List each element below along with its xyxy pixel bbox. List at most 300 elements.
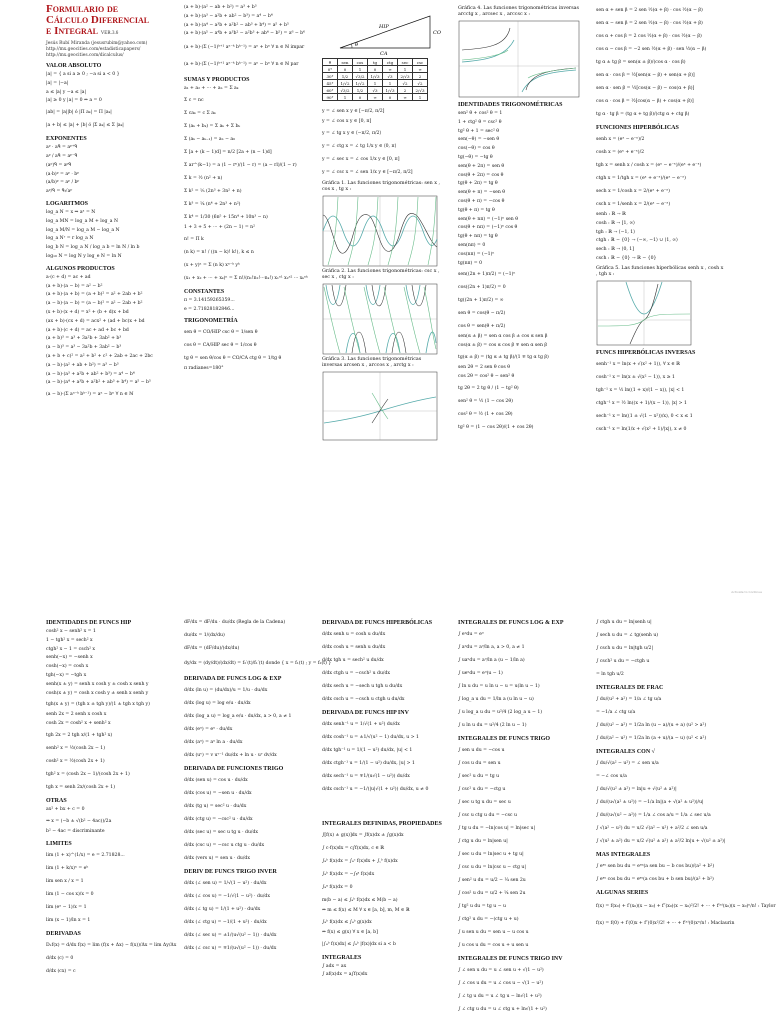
formula: senh(−x) = −senh x — [46, 655, 93, 661]
formula: = −1/a ∠ ctg u/a — [596, 710, 636, 715]
page-one — [0, 0, 768, 500]
formula: Σ c = nc — [184, 97, 204, 103]
p1-column-2 — [184, 4, 310, 500]
table-cell: √3/2 — [353, 73, 368, 80]
formula: ∫ eᵃᵘ cos bu du = eᵃᵘ(a cos bu + b sen bu)/(a² + b²) — [596, 877, 714, 882]
formula: tg(θ + π) = tg θ — [458, 207, 495, 213]
heading-derivada-trigo: DERIVADA DE FUNCIONES TRIGO — [184, 766, 284, 772]
formula: ∫ ctg u du = ln|sen u| — [458, 839, 508, 844]
formula: (a + b)·(a³ − a²b + ab² − b³) = a⁴ − b⁴ — [184, 13, 273, 19]
table-row — [323, 87, 428, 94]
table-cell: 1 — [353, 66, 368, 73]
table-cell: ∞ — [398, 94, 413, 101]
formula: ∫ √(u² ± a²) du = u/2 √(u² ± a²) ± a²/2 ln|u + √(u² ± a²)| — [596, 839, 726, 844]
formula: ∫ √(a² − u²) du = u/2 √(a² − u²) + a²/2 ∠ sen u/a — [596, 826, 708, 831]
formula: n! = Π k — [184, 236, 204, 242]
formula: d/dx (log u) = log e/u · du/dx — [184, 701, 251, 706]
formula: cos(θ + nπ) = (−1)ⁿ cos θ — [458, 225, 518, 231]
formula: ctgh x = 1/tgh x = (eˣ + e⁻ˣ)/(eˣ − e⁻ˣ) — [596, 176, 686, 181]
table-header: sen — [338, 59, 353, 66]
formula: ∫ du/(a² − u²) = 1/2a ln (a + u)/(a − u) (u² < a²) — [596, 736, 707, 741]
heading-integrales-trigo-inv: INTEGRALES DE FUNCS TRIGO INV — [458, 956, 563, 962]
title-line-2: Cálculo Diferencial — [46, 14, 150, 26]
formula: (a − b)·(a² + ab + b²) = a³ − b³ — [46, 362, 119, 368]
formula: sen(α ± β) = sen α cos β ± cos α sen β — [458, 334, 548, 340]
formula: sen θ = CO/HIP csc θ = 1/sen θ — [184, 330, 258, 336]
formula: |a| = { a si a ≥ 0 ; −a si a < 0 } — [46, 72, 120, 77]
graph-2-trig-reciprocal — [322, 283, 442, 355]
formula: d/dx cosh u = senh u du/dx — [322, 645, 386, 650]
formula: d/dx (∠ tg u) = 1/(1 + u²) · du/dx — [184, 907, 261, 912]
formula: sen((2n + 1)π/2) = (−1)ⁿ — [458, 272, 516, 278]
table-row — [323, 94, 428, 101]
formula: (a + b + c)² = a² + b² + c² + 2ab + 2ac + 2bc — [46, 353, 153, 359]
formula: senh(x ± y) = senh x cosh y ± cosh x senh y — [46, 681, 149, 687]
title-line-1: Formulario de — [46, 3, 119, 15]
formula: sen θ = cos(θ − π/2) — [458, 311, 506, 317]
formula: ∫ sech u du = ∠ tg(senh u) — [596, 633, 659, 638]
formula: log_a Nʳ = r log_a N — [46, 236, 94, 242]
formula: tgh x = senh 2x/(cosh 2x + 1) — [46, 784, 115, 790]
formula: d/dx csch⁻¹ u = −1/(|u|√(1 + u²)) du/dx, u ≠ 0 — [322, 787, 429, 792]
radians-note: π radianes=180° — [184, 366, 224, 372]
formula: Σ ar^(k−1) = a (1 − rⁿ)/(1 − r) = (a − rl)/(1 − r) — [184, 162, 297, 168]
table-row — [323, 73, 428, 80]
formula: (a/b)ᵖ = aᵖ / bᵖ — [46, 180, 80, 186]
formula: lim (1 + x)^(1/x) = e = 2.71828... — [46, 852, 125, 858]
p2-column-3 — [322, 616, 442, 1024]
formula: (x₁ + x₂ + ··· + xₖ)ⁿ = Σ n!/(n₁!n₂!···nₖ!) x₁ⁿ¹ x₂ⁿ² ··· xₖⁿᵏ — [184, 275, 308, 281]
p1-column-3 — [322, 4, 442, 500]
formula: tgh(−x) = −tgh x — [46, 672, 87, 678]
formula: d/dx sech⁻¹ u = ∓1/(u√(1 − u²)) du/dx — [322, 774, 410, 779]
link-1[interactable]: http://mx.geocities.com/estadisticapapers/ — [46, 47, 141, 52]
table-cell: 1/2 — [353, 87, 368, 94]
formula: cos θ = sen(θ + π/2) — [458, 324, 506, 330]
table-header: sec — [398, 59, 413, 66]
formula: |ab| = |a||b| ó |Π aₖ| = Π |aₖ| — [46, 110, 112, 116]
formula: a ≤ |a| y −a ≤ |a| — [46, 89, 87, 95]
formula: ∫ du/√(a² − u²) = ∠ sen u/a — [596, 761, 659, 766]
table-cell: 2 — [413, 73, 428, 80]
formula: ∫ du/(u√(a² ± u²)) = −1/a ln|(a + √(a² ± u²))/u| — [596, 800, 704, 805]
formula: (a − b)·(a⁴ + a³b + a²b² + ab³ + b⁴) = a⁵ − b⁵ — [46, 380, 151, 386]
formula: ∫ du/(u² + a²) = 1/a ∠ tg u/a — [596, 697, 662, 702]
formula: (a − b)·(Σ aⁿ⁻ᵏ bᵏ⁻¹) = aⁿ − bⁿ ∀ n ∈ ℕ — [46, 392, 134, 398]
formula: 1 + 3 + 5 + ··· + (2n − 1) = n² — [184, 224, 255, 230]
formula: tg α · tg β = (tg α + tg β)/(ctg α + ctg β) — [596, 112, 690, 117]
heading-derivada-hiperbolicas: DERIVADA DE FUNCS HIPERBÓLICAS — [322, 620, 433, 626]
formula: ∫ ctg² u du = −(ctg u + u) — [458, 917, 519, 922]
formula: ∫ csc u ctg u du = −csc u — [458, 813, 517, 818]
formula: ∫ uaᵘdu = aᵘ/ln a (u − 1/ln a) — [458, 658, 525, 663]
heading-sumas-productos: SUMAS Y PRODUCTOS — [184, 77, 250, 84]
formula: ∫ du/(u² − a²) = 1/2a ln (u − a)/(u + a) (u² > a²) — [596, 723, 707, 728]
heading-trigonometria: TRIGONOMETRÍA — [184, 318, 238, 325]
formula: (a − b)·(a − b) = (a − b)² = a² − 2ab + b² — [46, 301, 143, 307]
table-cell: 1/2 — [338, 73, 353, 80]
formula: y = ∠ sec x = ∠ cos 1/x y ∈ [0, π] — [322, 156, 400, 162]
formula: cosh⁻¹ x = ln(x ± √(x² − 1)), x ≥ 1 — [596, 374, 675, 380]
theta-label: θ — [355, 42, 359, 48]
formula: 1 + ctg² θ = csc² θ — [458, 119, 502, 125]
table-cell: √3 — [368, 87, 383, 94]
formula: sen² θ + cos² θ = 1 — [458, 111, 503, 116]
formula: senh x = (eˣ − e⁻ˣ)/2 — [596, 137, 645, 142]
table-cell: 0° — [323, 66, 338, 73]
formula: tgh x = senh x / cosh x = (eˣ − e⁻ˣ)/(eˣ + e⁻ˣ) — [596, 163, 702, 168]
formula: Σ (aₖ + bₖ) = Σ aₖ + Σ bₖ — [184, 123, 241, 129]
formula: ∫ u log_a u du = u²/4 (2 log_a u − 1) — [458, 710, 543, 715]
heading-algunos-productos: ALGUNOS PRODUCTOS — [46, 265, 115, 272]
formula: cos² θ = ½ (1 + cos 2θ) — [458, 411, 513, 417]
log-formulas — [46, 209, 172, 262]
table-cell: 2 — [398, 87, 413, 94]
formula: ∫ ∠ tg u du = u ∠ tg u − ln√(1 + u²) — [458, 994, 542, 999]
table-cell: 60° — [323, 87, 338, 94]
graph-4-caption: Gráfica 4. Las funciones trigonométricas inversas arcctg x , arcsec x , arccsc x : — [458, 6, 579, 17]
formula: ∫ csc² u du = −ctg u — [458, 787, 506, 792]
formula: dF/dx = (dF/du)/(dx/du) — [184, 646, 240, 651]
formula: tg 2θ = 2 tg θ / (1 − tg² θ) — [458, 385, 519, 391]
formula: ∫ du/(u√(u² − a²)) = 1/a ∠ cos a/u = 1/a ∠ sec u/a — [596, 813, 711, 818]
formula: senh⁻¹ x = ln(x + √(x² + 1)), ∀ x ∈ ℝ — [596, 361, 680, 367]
formula: ∫ u sen u du = sen u − u cos u — [458, 930, 529, 935]
formula: sen α + sen β = 2 sen ½(α + β) · cos ½(α − β) — [596, 8, 703, 13]
formula: tg θ = sen θ/cos θ = CO/CA ctg θ = 1/tg θ — [184, 356, 282, 362]
formula: ∫ eᵘdu = eᵘ — [458, 632, 484, 637]
table-cell: 1/√2 — [353, 80, 368, 87]
formula: cosh(−x) = cosh x — [46, 664, 89, 670]
formula: tgh² x = (cosh 2x − 1)/(cosh 2x + 1) — [46, 771, 130, 777]
p2-column-2 — [184, 616, 332, 1024]
formula: ∫ cos² u du = u/2 + ¼ sen 2u — [458, 891, 526, 896]
formula: (a + b)·(c + d) = ac + ad + bc + bd — [46, 327, 129, 333]
formula: tgh 2x = 2 tgh x/(1 + tgh² x) — [46, 732, 113, 738]
formula: tg(θ + nπ) = tg θ — [458, 234, 498, 240]
formula: (a + b)³ = a³ + 3a²b + 3ab² + b³ — [46, 336, 122, 342]
graph-5-hyperbolic — [596, 280, 726, 346]
formula: sech x = 1/cosh x = 2/(eˣ + e⁻ˣ) — [596, 189, 670, 194]
heading-integrales-raiz: INTEGRALES CON √ — [596, 749, 655, 755]
formula: sen 2θ = 2 sen θ cos θ — [458, 364, 510, 370]
graph-3-caption: Gráfica 3. Las funciones trigonométricas inversas arcsen x , arccos x , arctg x : — [322, 356, 422, 368]
formula: d/dx (csc u) = −csc u ctg u · du/dx — [184, 843, 265, 848]
table-cell: 0 — [353, 94, 368, 101]
formula: ⇔ f(x) ≤ g(x) ∀ x ∈ [a, b] — [322, 929, 378, 935]
formula: senh 2x = 2 senh x cosh x — [46, 712, 107, 718]
p2-column-5 — [596, 616, 776, 1024]
formula: ∫ adx = ax — [322, 963, 347, 969]
p1-column-5 — [596, 4, 726, 500]
formula: y = ∠ ctg x = ∠ tg 1/x y ∈ ⟨0, π⟩ — [322, 143, 397, 149]
formula: ∫ af(x)dx = a∫f(x)dx — [322, 972, 368, 978]
formula: cosh 2x = cosh² x + senh² x — [46, 721, 111, 727]
table-row — [323, 66, 428, 73]
formula: d/dx (uᵛ) = v uᵛ⁻¹ du/dx + ln u · uᵛ dv/dx — [184, 753, 277, 758]
page-gap — [0, 500, 768, 612]
formula: cos((2n + 1)π/2) = 0 — [458, 285, 506, 291]
p2-column-4 — [458, 616, 586, 1024]
formula: d/dx (∠ csc u) = ∓1/(u√(u² − 1)) · du/dx — [184, 946, 277, 951]
formula: y = ∠ csc x = ∠ sen 1/x y ∈ [−π/2, π/2] — [322, 169, 413, 175]
heading-constantes: CONSTANTES — [184, 288, 225, 295]
formula: (x + b)·(x + d) = x² + (b + d)x + bd — [46, 309, 129, 315]
constant-e: e = 2.71828182846... — [184, 306, 235, 312]
formula: ∫ csc u du = ln|csc u − ctg u| — [458, 865, 526, 870]
formula: d/dx (eᵘ) = eᵘ · du/dx — [184, 727, 233, 732]
heading-funciones-hiperbolicas: FUNCIONES HIPERBÓLICAS — [596, 125, 679, 131]
formula: Σ [a + (k − 1)d] = n/2 [2a + (n − 1)d] — [184, 149, 272, 155]
graph-3-inverse-trig — [322, 371, 442, 441]
formula: (n k) = n! / ((n − k)! k!), k ≤ n — [184, 249, 254, 255]
formula: ∫ csch² u du = −ctgh u — [596, 659, 650, 664]
table-cell: ∞ — [413, 66, 428, 73]
heading-integrales-definidas: INTEGRALES DEFINIDAS, PROPIEDADES — [322, 821, 442, 827]
formula: ∫ₐᵇ f(x)dx = −∫ᵦᵃ f(x)dx — [322, 872, 375, 877]
table-cell: √2 — [413, 80, 428, 87]
formula: ax² + bx + c = 0 — [46, 806, 85, 812]
formula: tg(α ± β) = (tg α ± tg β)/(1 ∓ tg α tg β) — [458, 354, 549, 360]
formula: = −∠ cos u/a — [596, 774, 627, 779]
formula: sech⁻¹ x = ln((1 ± √(1 − x²))/x), 0 < x ≤ 1 — [596, 413, 693, 419]
formula: (a + b)·(a² − ab + b²) = a³ + b³ — [184, 5, 257, 10]
table-cell: √3 — [383, 73, 398, 80]
formula: f(x) = f(x₀) + f′(x₀)(x − x₀) + f″(x₀)(x − x₀)²/2! + ··· + f⁽ⁿ⁾(x₀)(x − x₀)ⁿ/n! : Taylor — [596, 904, 776, 909]
constant-pi: π = 3.14159265359... — [184, 297, 235, 303]
formula: ∫ aᵘdu = aᵘ/ln a, a > 0, a ≠ 1 — [458, 645, 525, 650]
formula: cos(θ + π) = −cos θ — [458, 198, 505, 204]
formula: (a + b)·(a⁵ − a⁴b + a³b² − a²b³ + ab⁴ − b⁵) = a⁶ − b⁶ — [184, 31, 305, 37]
formula: ∫ u ln u du = u²/4 (2 ln u − 1) — [458, 723, 527, 728]
formula: d/dx (∠ ctg u) = −1/(1 + u²) · du/dx — [184, 920, 267, 925]
formula: ⇔ m ≤ f(x) ≤ M ∀ x ∈ [a, b], m, M ∈ ℝ — [322, 908, 410, 913]
formula: ∫ du/√(u² ± a²) = ln|u + √(u² ± a²)| — [596, 787, 677, 792]
formula: ∫ₐᵇ f(x)dx ≤ ∫ₐᵇ g(x)dx — [322, 919, 372, 925]
author: Jesús Rubí Miranda (jesusrubim@yahoo.com) — [46, 41, 148, 46]
table-cell: 0 — [338, 66, 353, 73]
graph-4-inverse-trig — [458, 20, 586, 98]
formula: lim sen x / x = 1 — [46, 878, 84, 884]
formula: log_a N = x ⇒ aˣ = N — [46, 209, 96, 215]
abs-formulas — [46, 71, 172, 132]
formula: = ln tgh u/2 — [596, 672, 624, 677]
formula: d/dx sech u = −sech u tgh u du/dx — [322, 684, 403, 689]
formula: log_a M/N = log_a M − log_a N — [46, 227, 120, 233]
formula: d/dx cosh⁻¹ u = ±1/√(u² − 1) du/dx, u > 1 — [322, 735, 419, 740]
formula: d/dx (log_a u) = log_a e/u · du/dx, a > 0, a ≠ 1 — [184, 714, 292, 719]
formula: log_b N = log_a N / log_a b = ln N / ln b — [46, 245, 140, 251]
formula: tg α ± tg β = sen(α ± β)/(cos α · cos β) — [596, 60, 686, 65]
table-cell: 30° — [323, 73, 338, 80]
heading-algunas-series: ALGUNAS SERIES — [596, 890, 649, 896]
formula: tg² θ = (1 − cos 2θ)/(1 + cos 2θ) — [458, 424, 534, 430]
table-cell: 1 — [398, 66, 413, 73]
link-2[interactable]: http://mx.geocities.com/dicalculus/ — [46, 53, 124, 58]
formula: m(b − a) ≤ ∫ₐᵇ f(x)dx ≤ M(b − a) — [322, 898, 398, 903]
heading-integrales-trigo: INTEGRALES DE FUNCS TRIGO — [458, 736, 551, 742]
formula: ∫ sec u du = ln|sec u + tg u| — [458, 852, 524, 857]
formula: ∫ sec² u du = tg u — [458, 774, 500, 779]
table-cell: 1 — [338, 94, 353, 101]
table-cell: 0 — [383, 94, 398, 101]
formula: sen α · sen β = ½[cos(α − β) − cos(α + β)] — [596, 86, 695, 91]
formula: (a − b)³ = a³ − 3a²b + 3ab² − b³ — [46, 345, 122, 351]
formula: |a| = |−a| — [46, 80, 69, 86]
formula: (a + b)·(a + b) = (a + b)² = a² + 2ab + b² — [46, 292, 143, 298]
formula: ∫ ∠ cos u du = u ∠ cos u − √(1 − u²) — [458, 981, 544, 986]
heading-integrales-frac: INTEGRALES DE FRAC — [596, 685, 664, 691]
formula: Σ k³ = ¼ (n⁴ + 2n³ + n²) — [184, 201, 241, 207]
formula: sech : ℝ → ⟨0, 1] — [596, 247, 635, 253]
formula: ∫ u cos u du = cos u + u sen u — [458, 943, 529, 948]
table-cell: 2/√3 — [413, 87, 428, 94]
heading-derivada-log-exp: DERIVADA DE FUNCS LOG & EXP — [184, 676, 282, 682]
formula: ∫ ∠ sen u du = u ∠ sen u + √(1 − u²) — [458, 968, 544, 973]
formula: cos(−θ) = cos θ — [458, 146, 495, 152]
table-header-row — [323, 59, 428, 66]
formula: tgh⁻¹ x = ½ ln((1 + x)/(1 − x)), |x| < 1 — [596, 387, 685, 393]
formula: tg((2n + 1)π/2) = ∞ — [458, 298, 504, 304]
table-cell: 2/√3 — [398, 73, 413, 80]
formula: cosh(x ± y) = cosh x cosh y ± senh x senh y — [46, 690, 149, 696]
formula: d/dx (∠ cos u) = −1/√(1 − u²) · du/dx — [184, 894, 270, 899]
formula: |∫ₐᵇ f(x)dx| ≤ ∫ₐᵇ |f(x)|dx si a < b — [322, 941, 396, 947]
heading-derivadas: DERIVADAS — [46, 930, 81, 937]
formula: d/dx (cos u) = −sen u · du/dx — [184, 791, 252, 796]
formula: ∫ sec u tg u du = sec u — [458, 800, 511, 805]
table-header: θ — [323, 59, 338, 66]
document-title — [46, 4, 172, 39]
formula: ∫ c·f(x)dx = c∫f(x)dx, c ∈ ℝ — [322, 846, 385, 851]
formula: ∫ tg² u du = tg u − u — [458, 904, 506, 909]
table-header: ctg — [383, 59, 398, 66]
formula: (a − b)·(a³ + a²b + ab² + b³) = a⁴ − b⁴ — [46, 371, 135, 377]
formula: (x + y)ⁿ = Σ (n k) xⁿ⁻ᵏ yᵏ — [184, 262, 240, 268]
formula: cos(α ± β) = cos α cos β ∓ sen α sen β — [458, 343, 548, 349]
formula: cosh² x = ½(cosh 2x + 1) — [46, 758, 105, 764]
heading-logaritmos: LOGARITMOS — [46, 200, 89, 207]
formula: ∫ tg u du = −ln|cos u| = ln|sec u| — [458, 826, 536, 831]
formula: d/dx (∠ sen u) = 1/√(1 − u²) · du/dx — [184, 881, 267, 886]
graph-2-caption: Gráfica 2. Las funciones trigonométricas: csc x , sec x , ctg x : — [322, 268, 440, 280]
formula: du/dx = 1/(dx/du) — [184, 633, 225, 638]
formula: sen(θ + nπ) = (−1)ⁿ sen θ — [458, 216, 518, 222]
table-cell: √2 — [398, 80, 413, 87]
formula: csch⁻¹ x = ln(1/x + √(x² + 1)/|x|), x ≠ 0 — [596, 426, 687, 432]
formula: ∫ₐᵇ f(x)dx = ∫ₐᶜ f(x)dx + ∫꜀ᵇ f(x)dx — [322, 859, 398, 864]
co-label: CO — [433, 30, 441, 36]
formula: lim (1 + k/x)ˣ = eᵏ — [46, 865, 89, 871]
formula: tg² θ + 1 = sec² θ — [458, 128, 500, 134]
formula: (a + b)·(Σ (−1)ᵏ⁺¹ aⁿ⁻ᵏ bᵏ⁻¹) = aⁿ + bⁿ ∀ n ∈ ℕ impar — [184, 45, 305, 51]
formula: y = ∠ cos x y ∈ [0, π] — [322, 119, 372, 124]
formula: cosh x = (eˣ + e⁻ˣ)/2 — [596, 150, 645, 155]
formula: sen² θ = ½ (1 − cos 2θ) — [458, 398, 513, 404]
formula: y = ∠ tg x y ∈ ⟨−π/2, π/2⟩ — [322, 130, 382, 136]
formula: |a + b| ≤ |a| + |b| ó |Σ aₖ| ≤ Σ |aₖ| — [46, 123, 124, 129]
formula: d/dx (aᵘ) = aᵘ ln a · du/dx — [184, 740, 243, 745]
formula: csch : ℝ − {0} → ℝ − {0} — [596, 255, 657, 261]
graph-1-caption: Gráfica 1. Las funciones trigonométricas: sen x , cos x , tg x : — [322, 180, 441, 192]
trig-values-table — [322, 58, 428, 101]
heading-valor-absoluto: VALOR ABSOLUTO — [46, 63, 102, 69]
formula: tgh(x ± y) = (tgh x ± tgh y)/(1 ± tgh x tgh y) — [46, 702, 150, 708]
exp-formulas — [46, 144, 172, 197]
formula: cos 2θ = cos² θ − sen² θ — [458, 373, 515, 379]
author-info — [46, 41, 172, 59]
formula: ∫ ctgh u du = ln|senh u| — [596, 620, 652, 625]
formula: d/dx (ctg u) = −csc² u · du/dx — [184, 817, 253, 822]
formula: lim (eˣ − 1)/x = 1 — [46, 904, 87, 910]
formula: ctgh⁻¹ x = ½ ln((x + 1)/(x − 1)), |x| > 1 — [596, 400, 687, 406]
heading-identidades-trig: IDENTIDADES TRIGONOMÉTRICAS — [458, 102, 563, 108]
heading-deriv-trigo-inver: DERIV DE FUNCS TRIGO INVER — [184, 869, 277, 875]
formula: (a + b)·(Σ (−1)ᵏ⁺¹ aⁿ⁻ᵏ bᵏ⁻¹) = aⁿ − bⁿ ∀ n ∈ ℕ par — [184, 62, 299, 68]
formula: sen(θ + π) = −sen θ — [458, 190, 506, 196]
formula: dy/dx = (dy/dt)/(dx/dt) = f₂′(t)/f₁′(t) donde { x = f₁(t) ; y = f₂(t) } — [184, 661, 332, 666]
formula: d/dx ctgh u = −csch² u du/dx — [322, 671, 390, 676]
formula: d/dx senh u = cosh u du/dx — [322, 632, 386, 637]
graph-5-caption: Gráfica 5. Las funciones hiperbólicas senh x , cosh x , tgh x : — [596, 265, 724, 277]
formula: cos α · cos β = ½[cos(α − β) + cos(α + β)] — [596, 99, 694, 104]
table-cell: √3/2 — [338, 87, 353, 94]
graph-1-trig-functions — [322, 195, 442, 267]
table-cell: 1/√3 — [368, 73, 383, 80]
right-triangle-diagram — [322, 4, 442, 56]
formula: lim (1 − cos x)/x = 0 — [46, 891, 94, 897]
triangle-shape — [340, 16, 430, 48]
formula: b² − 4ac = discriminante — [46, 828, 105, 834]
heading-funcs-hiperbolicas-inversas: FUNCS HIPERBÓLICAS INVERSAS — [596, 349, 696, 356]
formula: d/dx (∠ sec u) = ±1/(u√(u² − 1)) · du/dx — [184, 933, 277, 938]
formula: d/dx (c) = 0 — [46, 955, 74, 961]
heading-exponentes: EXPONENTES — [46, 136, 87, 143]
formula: log₁₀ N = log N y log_e N = ln N — [46, 253, 122, 259]
formula: |a| ≥ 0 y |a| = 0 ⇔ a = 0 — [46, 98, 102, 104]
formula: ∫ log_a u du = 1/ln a (u ln u − u) — [458, 697, 534, 702]
formula: d/dx tgh⁻¹ u = 1/(1 − u²) du/dx, |u| < 1 — [322, 748, 413, 753]
formula: ∫[f(x) ± g(x)]dx = ∫f(x)dx ± ∫g(x)dx — [322, 833, 404, 838]
ca-label: CA — [380, 51, 388, 57]
formula: 1 − tgh² x = sech² x — [46, 637, 93, 643]
formula: aᵖ / aᑫ = aᵖ⁻ᑫ — [46, 153, 78, 159]
formula: cos α + cos β = 2 cos ½(α + β) · cos ½(α − β) — [596, 34, 702, 39]
formula: ctgh : ℝ − {0} → ⟨−∞, −1⟩ ∪ ⟨1, ∞⟩ — [596, 238, 678, 244]
formula: a₁ + a₂ + ··· + aₙ = Σ aₖ — [184, 86, 239, 92]
formula: csch x = 1/senh x = 2/(eˣ − e⁻ˣ) — [596, 202, 671, 207]
formula: log_a MN = log_a M + log_a N — [46, 218, 118, 224]
hip-label: HIP — [379, 24, 389, 30]
table-header: tg — [368, 59, 383, 66]
formula: d/dx (tg u) = sec² u · du/dx — [184, 804, 247, 809]
table-cell: ∞ — [383, 66, 398, 73]
formula: Dₓf(x) = d/dx f(x) = lim (f(x + Δx) − f(x))/Δx = lim Δy/Δx — [46, 942, 177, 948]
formula: Σ caₖ = c Σ aₖ — [184, 110, 216, 116]
formula: d/dx csch u = −csch u ctgh u du/dx — [322, 697, 405, 702]
page-two — [0, 612, 776, 1024]
heading-otras: OTRAS — [46, 797, 67, 804]
formula: ∫ eᵃᵘ sen bu du = eᵃᵘ(a sen bu − b cos bu)/(a² + b²) — [596, 864, 715, 869]
formula: (a + b)·(a − b) = a² − b² — [46, 283, 103, 289]
heading-mas-integrales: MAS INTEGRALES — [596, 852, 651, 858]
formula: cos(θ + 2π) = cos θ — [458, 172, 504, 178]
formula: ∫ ln u du = u ln u − u = u(ln u − 1) — [458, 684, 540, 689]
heading-derivada-hip-inv: DERIVADA DE FUNCS HIP INV — [322, 710, 409, 716]
formula: aᵖ · aᑫ = aᵖ⁺ᑫ — [46, 145, 78, 151]
prod-formulas — [46, 274, 172, 401]
formula: d/dx (sen u) = cos u · du/dx — [184, 778, 248, 783]
